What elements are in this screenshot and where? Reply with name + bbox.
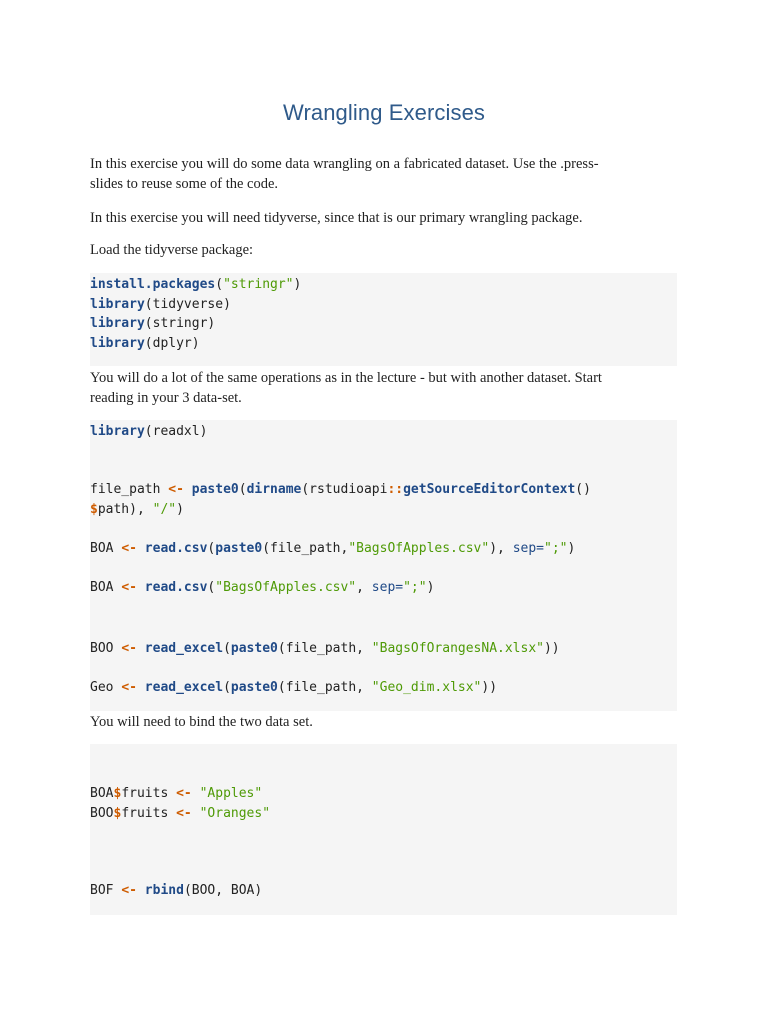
code-function: read.csv	[144, 580, 208, 595]
code-block-install	[90, 273, 677, 366]
intro-line-2: slides to reuse some of the code.	[90, 176, 279, 192]
code-string: "BagsOfApples.csv"	[348, 541, 490, 556]
code-operator: $	[90, 502, 98, 517]
code-text	[137, 680, 145, 695]
code-text	[137, 541, 145, 556]
bind-paragraph: You will need to bind the two data set.	[90, 714, 313, 730]
code-text: )	[567, 541, 576, 556]
code-text: file_path	[90, 482, 169, 497]
code-text: (readxl)	[144, 424, 208, 439]
code-text: Geo	[90, 680, 122, 695]
code-text: (file_path,	[262, 541, 349, 556]
operations-line-1: You will do a lot of the same operations as in the lecture - but with another dataset. Start	[90, 370, 602, 386]
code-string: "/"	[152, 502, 177, 517]
code-text: (tidyverse)	[144, 297, 231, 312]
load-paragraph: Load the tidyverse package:	[90, 242, 254, 258]
operations-line-2: reading in your 3 data-set.	[90, 390, 242, 406]
code-function: read.csv	[144, 541, 208, 556]
code-text	[137, 883, 145, 898]
code-text: )	[176, 502, 184, 517]
code-line	[90, 480, 591, 500]
code-line	[90, 314, 215, 334]
code-operator: $	[113, 806, 122, 821]
code-text: (BOO, BOA)	[183, 883, 263, 898]
code-string: "Oranges"	[199, 806, 271, 821]
code-text: (	[215, 277, 224, 292]
code-string: "BagsOfApples.csv"	[215, 580, 357, 595]
code-operator: <-	[121, 680, 137, 695]
code-function: read_excel	[144, 641, 224, 656]
code-text: (	[223, 641, 231, 656]
code-function: getSourceEditorContext	[403, 482, 576, 497]
code-argument: sep=	[371, 580, 404, 595]
code-text: BOO	[90, 641, 122, 656]
code-text: ),	[489, 541, 513, 556]
code-operator: <-	[121, 883, 137, 898]
code-function: paste0	[230, 641, 278, 656]
code-text: fruits	[121, 806, 177, 821]
code-function: dirname	[246, 482, 302, 497]
code-function: library	[90, 336, 145, 351]
code-text: )	[293, 277, 302, 292]
code-function: paste0	[230, 680, 278, 695]
code-line	[90, 539, 575, 559]
code-operator: $	[113, 786, 122, 801]
tidyverse-paragraph: In this exercise you will need tidyverse, since that is our primary wrangling package.	[90, 210, 583, 226]
code-line	[90, 784, 262, 804]
code-argument: sep=	[512, 541, 544, 556]
code-line	[90, 275, 301, 295]
code-block-read-data	[90, 420, 677, 711]
code-text: (rstudioapi	[301, 482, 388, 497]
code-line	[90, 500, 184, 520]
code-text: (dplyr)	[144, 336, 200, 351]
code-text: (file_path,	[277, 641, 372, 656]
code-operator: <-	[121, 641, 137, 656]
code-line	[90, 295, 231, 315]
code-text: (	[207, 541, 216, 556]
code-text: (file_path,	[277, 680, 372, 695]
code-text: (	[223, 680, 231, 695]
code-text	[192, 786, 200, 801]
code-line	[90, 639, 560, 659]
code-operator: ::	[387, 482, 404, 497]
code-function: paste0	[191, 482, 239, 497]
page-title: Wrangling Exercises	[282, 100, 486, 125]
code-function: read_excel	[144, 680, 224, 695]
code-string: "Apples"	[199, 786, 263, 801]
code-text: BOA	[90, 786, 114, 801]
code-line	[90, 578, 434, 598]
code-line	[90, 804, 270, 824]
code-text: BOF	[90, 883, 122, 898]
code-string: ";"	[403, 580, 427, 595]
code-text: BOA	[90, 541, 122, 556]
code-text: path),	[97, 502, 153, 517]
code-function: install.packages	[90, 277, 216, 292]
code-function: library	[90, 297, 145, 312]
code-function: library	[90, 424, 145, 439]
operations-paragraph	[90, 368, 680, 408]
intro-line-1: In this exercise you will do some data wrangling on a fabricated dataset. Use the .press-	[90, 156, 599, 172]
code-text: fruits	[121, 786, 177, 801]
code-text	[137, 641, 145, 656]
code-operator: <-	[168, 482, 184, 497]
code-function: library	[90, 316, 145, 331]
code-text	[184, 482, 192, 497]
code-text: )	[426, 580, 435, 595]
code-text: BOA	[90, 580, 122, 595]
code-operator: <-	[121, 580, 137, 595]
code-string: "Geo_dim.xlsx"	[371, 680, 482, 695]
code-string: "stringr"	[223, 277, 294, 292]
code-line	[90, 422, 207, 442]
code-text: (	[207, 580, 216, 595]
code-text: ()	[575, 482, 591, 497]
code-text: (	[238, 482, 247, 497]
code-function: paste0	[215, 541, 263, 556]
code-text	[192, 806, 200, 821]
code-string: ";"	[544, 541, 568, 556]
intro-paragraph	[90, 154, 680, 194]
code-line	[90, 881, 262, 901]
code-text: BOO	[90, 806, 114, 821]
code-text: ))	[543, 641, 560, 656]
code-line	[90, 334, 200, 354]
code-string: "BagsOfOrangesNA.xlsx"	[371, 641, 544, 656]
code-function: rbind	[144, 883, 184, 898]
code-text: ))	[481, 680, 498, 695]
code-block-bind	[90, 744, 677, 915]
code-text	[137, 580, 145, 595]
code-text: (stringr)	[144, 316, 216, 331]
code-text: ,	[356, 580, 372, 595]
code-operator: <-	[176, 806, 192, 821]
code-line	[90, 678, 497, 698]
code-operator: <-	[176, 786, 192, 801]
code-operator: <-	[121, 541, 137, 556]
